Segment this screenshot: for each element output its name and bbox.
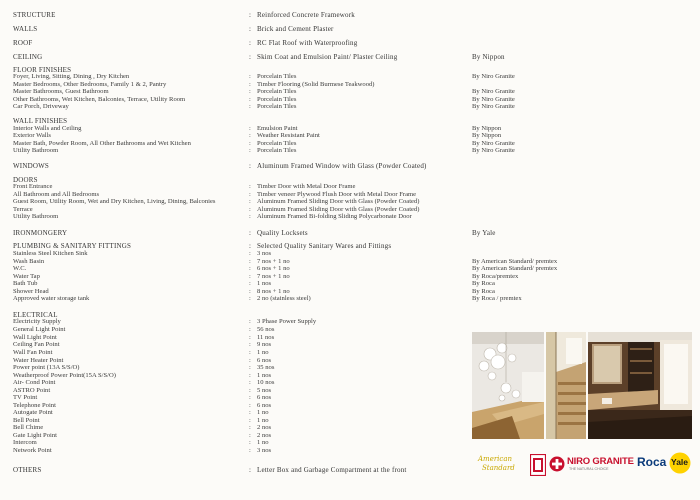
spec-item: Guest Room, Utility Room, Wet and Dry Kitchen, Living, Dining, Balconies (13, 198, 216, 205)
spec-colon: : (249, 341, 251, 348)
spec-item: Bell Point (13, 417, 40, 424)
section-title: DOORS (13, 176, 38, 184)
spec-colon: : (249, 417, 251, 424)
spec-colon: : (249, 357, 251, 364)
section-heading-row (0, 39, 700, 47)
spec-value: Emulsion Paint (257, 125, 298, 132)
spec-item: Wall Light Point (13, 334, 57, 341)
spec-item: WINDOWS (13, 162, 50, 170)
spec-brand: By Niro Granite (472, 88, 515, 95)
spec-value: Weather Resistant Paint (257, 132, 320, 139)
spec-value: 2 no (stainless steel) (257, 295, 311, 302)
spec-item: TV Point (13, 394, 38, 401)
spec-item: ASTRO Point (13, 387, 51, 394)
spec-value: Aluminum Framed Sliding Door with Glass (Powder Coated) (257, 198, 420, 205)
spec-value: 6 nos + 1 no (257, 265, 290, 272)
spec-colon: : (249, 229, 252, 237)
spec-colon: : (249, 402, 251, 409)
spec-row (0, 132, 700, 140)
spec-row (0, 265, 700, 273)
spec-value: Porcelain Tiles (257, 88, 297, 95)
spec-item: Air- Cond Point (13, 379, 56, 386)
spec-colon: : (249, 379, 251, 386)
spec-value: 6 nos (257, 394, 272, 401)
brand-logos (476, 452, 692, 480)
spec-colon: : (249, 250, 251, 257)
spec-brand: By Roca / premtex (472, 295, 522, 302)
spec-value: Porcelain Tiles (257, 73, 297, 80)
spec-row (0, 250, 700, 258)
spec-colon: : (249, 364, 251, 371)
spec-value: Skim Coat and Emulsion Paint/ Plaster Ceiling (257, 53, 398, 61)
spec-colon: : (249, 326, 251, 333)
spec-row (0, 280, 700, 288)
spec-brand: By Roca (472, 288, 495, 295)
spec-colon: : (249, 265, 251, 272)
interior-photos (472, 332, 692, 439)
spec-item: WALLS (13, 25, 38, 33)
spec-brand: By American Standard/ premtex (472, 258, 558, 265)
spec-colon: : (249, 372, 251, 379)
spec-colon: : (249, 81, 251, 88)
section-title: WALL FINISHES (13, 117, 68, 125)
spec-item: Wall Fan Point (13, 349, 53, 356)
spec-item: Autogate Point (13, 409, 53, 416)
spec-brand: By Yale (472, 229, 496, 237)
spec-brand: By Niro Granite (472, 73, 515, 80)
spec-colon: : (249, 318, 251, 325)
spec-value: 1 no (257, 349, 269, 356)
spec-value: 1 no (257, 439, 269, 446)
spec-value: Porcelain Tiles (257, 147, 297, 154)
american-standard-line2: Standard (482, 464, 515, 472)
spec-colon: : (249, 11, 252, 19)
spec-item: General Light Point (13, 326, 66, 333)
spec-colon: : (249, 206, 251, 213)
spec-item: Approved water storage tank (13, 295, 90, 302)
spec-row (0, 198, 700, 206)
spec-value: 8 nos + 1 no (257, 288, 290, 295)
spec-value: Selected Quality Sanitary Wares and Fittings (257, 242, 392, 250)
section-heading-row (0, 53, 700, 61)
spec-colon: : (249, 349, 251, 356)
spec-value: 2 nos (257, 424, 272, 431)
spec-colon: : (249, 147, 251, 154)
spec-value: Aluminum Framed Window with Glass (Powder Coated) (257, 162, 427, 170)
spec-value: Timber veneer Plywood Flush Door with Metal Door Frame (257, 191, 417, 198)
spec-colon: : (249, 409, 251, 416)
spec-brand: By Niro Granite (472, 96, 515, 103)
spec-item: IRONMONGERY (13, 229, 68, 237)
spec-colon: : (249, 132, 251, 139)
spec-colon: : (249, 432, 251, 439)
spec-value: 1 no (257, 409, 269, 416)
spec-item: Power point (13A S/S/O) (13, 364, 80, 371)
spec-value: 7 nos + 1 no (257, 258, 290, 265)
spec-item: OTHERS (13, 466, 42, 474)
spec-item: Master Bedrooms, Other Bedrooms, Family 1 & 2, Pantry (13, 81, 167, 88)
section-heading-row (0, 229, 700, 237)
spec-item: Other Bathrooms, Wet Kitchen, Balconies, Terrace, Utility Room (13, 96, 186, 103)
spec-value: Quality Locksets (257, 229, 308, 237)
spec-colon: : (249, 273, 251, 280)
spec-item: Utility Bathroom (13, 213, 59, 220)
spec-item: W.C. (13, 265, 27, 272)
section-heading-row (0, 25, 700, 33)
spec-item: Water Tap (13, 273, 40, 280)
staircase-photo (546, 332, 586, 439)
nippon-logo (530, 454, 546, 476)
spec-item: Ceiling Fan Point (13, 341, 60, 348)
spec-colon: : (249, 198, 251, 205)
spec-value: Porcelain Tiles (257, 103, 297, 110)
spec-brand: By Nippon (472, 125, 502, 132)
spec-colon: : (249, 103, 251, 110)
spec-colon: : (249, 73, 251, 80)
spec-value: 10 nos (257, 379, 275, 386)
spec-item: Water Heater Point (13, 357, 64, 364)
spec-value: Porcelain Tiles (257, 96, 297, 103)
spec-item: Wash Basin (13, 258, 45, 265)
spec-colon: : (249, 88, 251, 95)
spec-item: Bell Chime (13, 424, 44, 431)
chandelier-photo (472, 332, 544, 439)
spec-colon: : (249, 295, 251, 302)
spec-item: Gate Light Point (13, 432, 57, 439)
spec-value: Aluminum Framed Sliding Door with Glass (Powder Coated) (257, 206, 420, 213)
niro-granite-emblem (549, 455, 565, 473)
spec-row (0, 73, 700, 81)
spec-row (0, 183, 700, 191)
spec-brand: By Niro Granite (472, 147, 515, 154)
spec-value: 3 nos (257, 250, 272, 257)
spec-colon: : (249, 334, 251, 341)
spec-value: 5 nos (257, 387, 272, 394)
spec-item: CEILING (13, 53, 43, 61)
spec-value: RC Flat Roof with Waterproofing (257, 39, 358, 47)
spec-item: ROOF (13, 39, 33, 47)
spec-colon: : (249, 96, 251, 103)
spec-value: Timber Door with Metal Door Frame (257, 183, 356, 190)
spec-value: 6 nos (257, 357, 272, 364)
spec-row (0, 88, 700, 96)
spec-brand: By Nippon (472, 132, 502, 139)
spec-value: 11 nos (257, 334, 275, 341)
section-heading-row (0, 11, 700, 19)
spec-item: Exterior Walls (13, 132, 51, 139)
spec-value: 35 nos (257, 364, 275, 371)
spec-value: 3 nos (257, 447, 272, 454)
roca-text: Roca (637, 455, 667, 469)
section-heading-row (0, 162, 700, 170)
bathroom-photo (588, 332, 692, 439)
spec-colon: : (249, 140, 251, 147)
spec-brand: By Nippon (472, 53, 505, 61)
spec-colon: : (249, 125, 251, 132)
spec-row (0, 213, 700, 221)
niro-granite-text: NIRO GRANITE (567, 456, 634, 467)
spec-colon: : (249, 424, 251, 431)
spec-colon: : (249, 288, 251, 295)
spec-item: Terrace (13, 206, 33, 213)
spec-item: Bath Tub (13, 280, 38, 287)
spec-item: Foyer, Living, Sitting, Dining , Dry Kitchen (13, 73, 130, 80)
spec-value: 3 Phase Power Supply (257, 318, 317, 325)
spec-item: Network Point (13, 447, 52, 454)
spec-row (0, 439, 700, 447)
spec-colon: : (249, 280, 251, 287)
spec-colon: : (249, 53, 252, 61)
spec-value: 7 nos + 1 no (257, 273, 290, 280)
spec-item: Interior Walls and Ceiling (13, 125, 82, 132)
spec-value: Brick and Cement Plaster (257, 25, 334, 33)
spec-value: 1 no (257, 417, 269, 424)
spec-item: Front Entrance (13, 183, 53, 190)
spec-value: 56 nos (257, 326, 275, 333)
spec-value: 2 nos (257, 432, 272, 439)
spec-colon: : (249, 394, 251, 401)
spec-colon: : (249, 162, 252, 170)
spec-row (0, 318, 700, 326)
spec-brand: By Niro Granite (472, 103, 515, 110)
spec-item: Telephone Point (13, 402, 56, 409)
spec-colon: : (249, 191, 251, 198)
section-title: FLOOR FINISHES (13, 66, 72, 74)
spec-colon: : (249, 258, 251, 265)
spec-value: 1 nos (257, 372, 272, 379)
roca-logo (637, 455, 667, 473)
spec-value: Aluminum Framed Bi-folding Sliding Polycarbonate Door (257, 213, 412, 220)
spec-colon: : (249, 439, 251, 446)
spec-item: Master Bathrooms, Guest Bathroom (13, 88, 109, 95)
spec-item: Car Porch, Driveway (13, 103, 69, 110)
spec-item: All Bathroom and All Bedrooms (13, 191, 100, 198)
yale-text: Yale (671, 457, 689, 467)
spec-item: Electricity Supply (13, 318, 61, 325)
spec-brand: By Roca (472, 280, 495, 287)
spec-item: Master Bath, Powder Room, All Other Bathrooms and Wet Kitchen (13, 140, 191, 147)
spec-row (0, 147, 700, 155)
section-title-wall-finishes (0, 117, 700, 125)
spec-row (0, 295, 700, 303)
section-title-plumbing (0, 242, 700, 250)
spec-item: Intercom (13, 439, 37, 446)
spec-colon: : (249, 183, 251, 190)
spec-colon: : (249, 447, 251, 454)
spec-row (0, 103, 700, 111)
section-title: ELECTRICAL (13, 311, 58, 319)
nippon-mark-icon (530, 454, 546, 476)
spec-item: STRUCTURE (13, 11, 56, 19)
spec-colon: : (249, 242, 252, 250)
spec-item: Utility Bathroom (13, 147, 59, 154)
spec-colon: : (249, 39, 252, 47)
spec-value: 1 nos (257, 280, 272, 287)
spec-value: Porcelain Tiles (257, 140, 297, 147)
spec-value: Timber Flooring (Solid Burmese Teakwood) (257, 81, 375, 88)
american-standard-logo (476, 454, 515, 478)
niro-emblem-icon (549, 455, 565, 473)
spec-colon: : (249, 387, 251, 394)
niro-granite-tagline: THE NATURAL CHOICE (569, 467, 609, 471)
spec-value: 6 nos (257, 402, 272, 409)
section-title: PLUMBING & SANITARY FITTINGS (13, 242, 132, 250)
spec-colon: : (249, 466, 252, 474)
spec-item: Stainless Steel Kitchen Sink (13, 250, 88, 257)
spec-value: 9 nos (257, 341, 272, 348)
spec-item: Weatherproof Power Point(15A S/S/O) (13, 372, 116, 379)
spec-value: Reinforced Concrete Framework (257, 11, 355, 19)
yale-logo (669, 452, 691, 474)
spec-colon: : (249, 25, 252, 33)
american-standard-line1: American (478, 455, 513, 463)
spec-item: Shower Head (13, 288, 49, 295)
niro-granite-logo (567, 456, 635, 478)
spec-brand: By Niro Granite (472, 140, 515, 147)
spec-value: Letter Box and Garbage Compartment at the front (257, 466, 407, 474)
spec-brand: By American Standard/ premtex (472, 265, 558, 272)
spec-colon: : (249, 213, 251, 220)
spec-brand: By Roca/premtex (472, 273, 519, 280)
